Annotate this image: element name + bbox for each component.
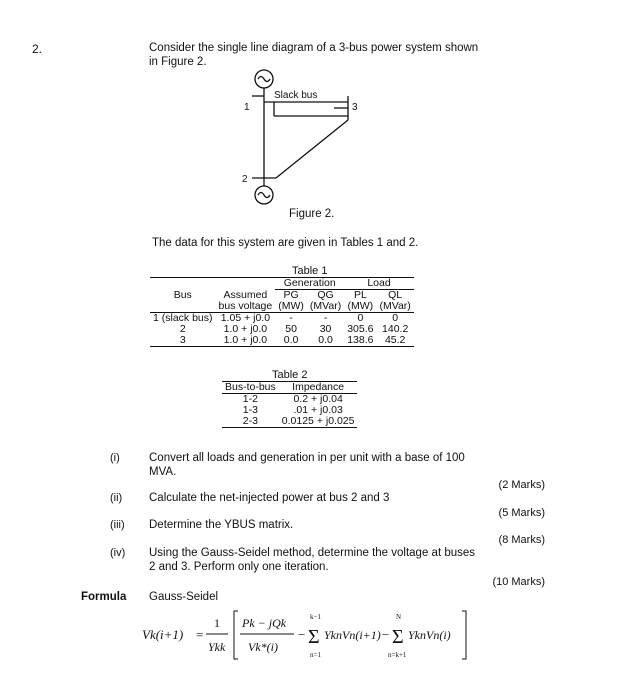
table-cell: 2 [179, 323, 186, 335]
eq-equals: = [196, 627, 204, 642]
table-cell: 1.05 + j0.0 [220, 312, 271, 324]
question-2-text: Calculate the net-injected power at bus 2 and 3 [149, 492, 390, 504]
table-row [150, 335, 414, 347]
slack-bus-label: Slack bus [274, 90, 318, 101]
table-cell: 1.0 + j0.0 [223, 323, 268, 335]
table-cell: 138.6 [344, 335, 376, 347]
figure-caption: Figure 2. [289, 208, 335, 220]
eq-minus-1: − [298, 627, 306, 642]
eq-term-2: YknVn(i) [408, 628, 451, 642]
table-row [150, 313, 414, 325]
question-1-text: Convert all loads and generation in per unit with a base of 100 MVA. [149, 452, 465, 478]
line-2-3-diagonal [276, 120, 348, 178]
table-cell: 305.6 [347, 323, 374, 335]
eq-sum-bot-1: n=1 [310, 651, 321, 659]
eq-sum-1-icon: Σ [308, 626, 320, 648]
bus-header: Bus [173, 288, 192, 301]
bus-2-label: 2 [242, 174, 248, 185]
table-cell: 1-3 [242, 404, 258, 416]
formula-label: Formula [81, 591, 127, 603]
qg-header: QG [317, 289, 334, 301]
bus-voltage-header: bus voltage [216, 301, 276, 313]
sine-1-icon [258, 77, 270, 82]
table-cell: - [289, 312, 293, 324]
table-cell: 0.0 [307, 335, 344, 347]
eq-sum-2-icon: Σ [392, 626, 404, 648]
table-2-caption: Table 2 [272, 369, 308, 381]
table-cell: 1-2 [242, 393, 258, 405]
table-cell: 3 [150, 335, 216, 347]
question-2-marks: (5 Marks) [498, 507, 545, 519]
table-1 [150, 266, 414, 347]
question-3-text: Determine the YBUS matrix. [149, 519, 294, 531]
eq-one: 1 [214, 616, 220, 630]
bus-to-bus-header: Bus-to-bus [222, 382, 279, 394]
pg-unit: (MW) [275, 301, 307, 313]
eq-sum-top-1: k−1 [310, 613, 321, 621]
question-3-number: (iii) [110, 519, 125, 531]
ql-header: QL [388, 289, 403, 301]
question-4-text: Using the Gauss-Seidel method, determine the voltage at buses 2 and 3. Perform only one iteration. [149, 547, 476, 573]
load-group-header: Load [344, 278, 414, 290]
bus-3-label: 3 [352, 102, 358, 113]
single-line-diagram [230, 68, 380, 208]
eq-sum-top-2: N [396, 613, 402, 621]
qg-unit: (MVar) [307, 301, 344, 313]
table-cell: 0.2 + j0.04 [293, 393, 343, 405]
table-cell: 30 [319, 323, 332, 335]
table-cell: 140.2 [382, 323, 409, 335]
table-cell: 0.0 [275, 335, 307, 347]
table-cell: 0.0125 + j0.025 [279, 416, 358, 428]
right-bracket-icon [462, 611, 466, 659]
sine-2-icon [258, 193, 270, 198]
table-cell: - [323, 312, 328, 324]
question-3-marks: (8 Marks) [498, 534, 545, 546]
table-cell: .01 + j0.03 [293, 404, 343, 416]
question-2-number: (ii) [110, 492, 123, 504]
table-cell: 0 [357, 312, 364, 324]
eq-denominator: Vk*(i) [248, 640, 278, 654]
pg-header: PG [283, 289, 299, 301]
assumed-header: Assumed [223, 288, 268, 301]
table-cell: 0 [392, 312, 399, 324]
eq-term-1: YknVn(i+1) [324, 628, 381, 642]
left-bracket-icon [234, 611, 238, 659]
question-1-marks: (2 Marks) [498, 479, 545, 491]
eq-minus-2: − [382, 627, 390, 642]
pl-unit: (MW) [344, 301, 376, 313]
intro-text: Consider the single line diagram of a 3-bus power system shown in Figure 2. [149, 42, 479, 68]
table-cell: 2-3 [222, 416, 279, 428]
table-row [222, 416, 357, 428]
question-4-number: (iv) [110, 547, 126, 559]
table-row [150, 324, 414, 335]
impedance-header: Impedance [279, 382, 358, 394]
data-sentence: The data for this system are given in Tables 1 and 2. [152, 237, 419, 249]
table-1-caption: Table 1 [291, 265, 328, 277]
pl-header: PL [353, 289, 367, 301]
gauss-seidel-label: Gauss-Seidel [149, 591, 219, 603]
gauss-seidel-equation [140, 605, 470, 665]
eq-numerator: Pk − jQk [242, 616, 287, 630]
eq-sum-bot-2: n=k+1 [388, 651, 407, 659]
table-cell: 1 (slack bus) [153, 312, 213, 324]
ql-unit: (MVar) [377, 301, 414, 313]
question-number: 2. [32, 42, 43, 56]
question-4-marks: (10 Marks) [492, 576, 545, 588]
table-2 [222, 370, 357, 428]
bus-1-label: 1 [244, 102, 250, 113]
eq-ykk: Ykk [208, 640, 226, 654]
table-cell: 1.0 + j0.0 [216, 335, 276, 347]
question-1-number: (i) [110, 452, 120, 464]
table-cell: 50 [285, 323, 297, 335]
eq-lhs: Vk(i+1) [142, 627, 184, 642]
generation-group-header: Generation [275, 278, 344, 290]
table-cell: 45.2 [377, 335, 414, 347]
